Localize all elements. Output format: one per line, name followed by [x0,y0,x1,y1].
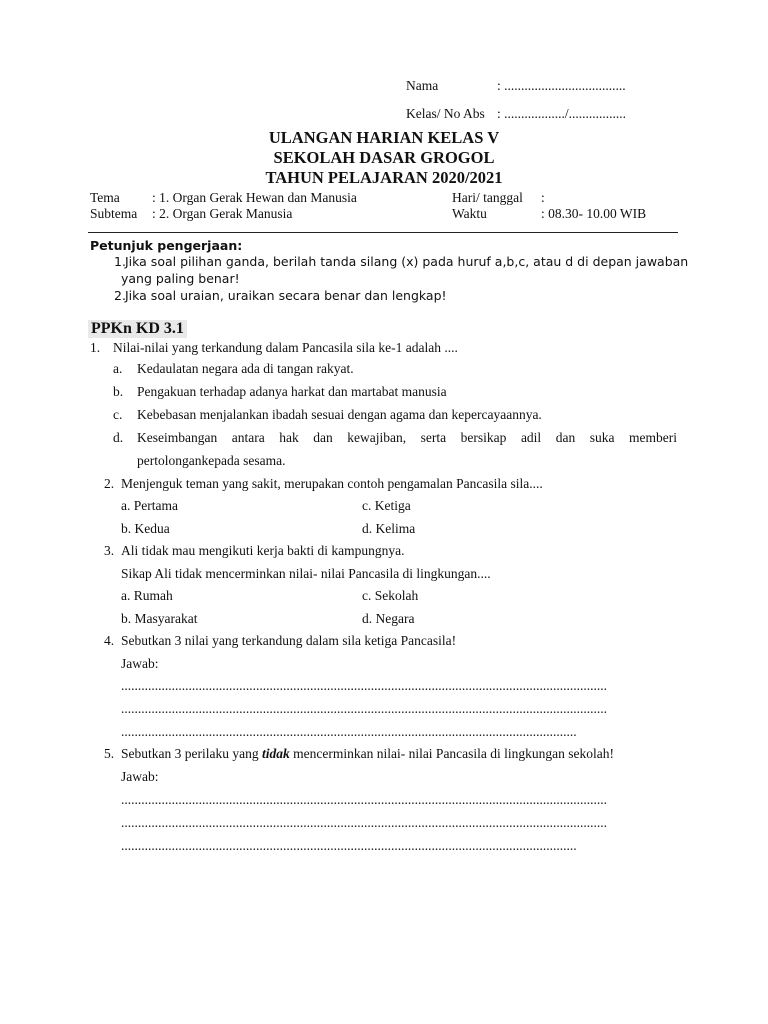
q2-option-a: a. Pertama [121,498,178,513]
q1-option-d-text-continued: pertolongankepada sesama. [137,453,286,468]
q3-text: Ali tidak mau mengikuti kerja bakti di kampungnya. [121,543,405,558]
q2-option-d: d. Kelima [362,521,416,536]
q3-option-c: c. Sekolah [362,588,419,603]
section-heading: PPKn KD 3.1 [88,320,187,338]
q3-option-a: a. Rumah [121,588,173,603]
kelas-label: Kelas/ No Abs [406,106,485,121]
tema-value: : 1. Organ Gerak Hewan dan Manusia [152,190,357,205]
q5-text [121,746,614,762]
q4-number: 4. [104,633,115,648]
q5-text-emphasis: tidak [261,746,290,761]
subtema-label: Subtema [90,206,138,221]
q4-answer-line-3[interactable]: ....................................................................................................................................... [121,724,577,739]
title-line-1: ULANGAN HARIAN KELAS V [268,128,500,147]
tema-label: Tema [90,190,120,205]
q3-text-continued: Sikap Ali tidak mencerminkan nilai- nilai Pancasila di lingkungan.... [121,566,491,581]
q5-answer-line-3[interactable]: ....................................................................................................................................... [121,838,577,853]
q2-text: Menjenguk teman yang sakit, merupakan contoh pengamalan Pancasila sila.... [121,476,543,491]
q2-option-b: b. Kedua [121,521,170,536]
q1-option-b-letter: b. [113,384,124,399]
q1-text: Nilai-nilai yang terkandung dalam Pancasila sila ke-1 adalah .... [113,340,458,355]
q1-option-d-text: Keseimbangan antara hak dan kewajiban, serta bersikap adil dan suka memberi [137,430,677,445]
q3-option-d: d. Negara [362,611,415,626]
hari-value: : [541,190,545,205]
waktu-label: Waktu [452,206,487,221]
q5-answer-line-1[interactable]: ................................................................................................................................................ [121,792,607,807]
q4-answer-line-2[interactable]: ................................................................................................................................................ [121,701,607,716]
q1-option-c-text: Kebebasan menjalankan ibadah sesuai dengan agama dan kepercayaannya. [137,407,542,422]
nama-value: : .................................... [497,78,626,93]
q1-option-c-letter: c. [113,407,123,422]
instruction-1-text: Jika soal pilihan ganda, berilah tanda silang (x) pada huruf a,b,c, atau d di depan jawaban [125,254,689,269]
q1-number: 1. [90,340,101,355]
q1-option-a-letter: a. [113,361,123,376]
instruction-2-text: Jika soal uraian, uraikan secara benar dan lengkap! [125,288,447,303]
q3-option-b: b. Masyarakat [121,611,198,626]
q5-text-end: mencerminkan nilai- nilai Pancasila di lingkungan sekolah! [293,746,615,761]
q4-jawab-label: Jawab: [121,656,159,671]
q4-text: Sebutkan 3 nilai yang terkandung dalam sila ketiga Pancasila! [121,633,457,648]
kelas-value: : ................../................. [497,106,627,121]
q4-answer-line-1[interactable]: ................................................................................................................................................ [121,678,607,693]
waktu-value: : 08.30- 10.00 WIB [541,206,647,221]
title-line-3: TAHUN PELAJARAN 2020/2021 [265,168,503,187]
instructions-heading: Petunjuk pengerjaan: [90,238,243,253]
q1-option-a-text: Kedaulatan negara ada di tangan rakyat. [137,361,354,376]
title-line-2: SEKOLAH DASAR GROGOL [273,148,495,167]
q5-number: 5. [104,746,115,761]
q5-jawab-label: Jawab: [121,769,159,784]
instruction-2-number: 2. [114,288,126,303]
hari-label: Hari/ tanggal [452,190,523,205]
q1-option-b-text: Pengakuan terhadap adanya harkat dan martabat manusia [137,384,447,399]
q5-answer-line-2[interactable]: ................................................................................................................................................ [121,815,607,830]
q2-number: 2. [104,476,115,491]
q2-option-c: c. Ketiga [362,498,411,513]
q3-number: 3. [104,543,115,558]
header-divider [88,232,678,233]
subtema-value: : 2. Organ Gerak Manusia [152,206,293,221]
q5-text-start: Sebutkan 3 perilaku yang [121,746,259,761]
instruction-1-number: 1. [114,254,126,269]
instruction-1-text-continued: yang paling benar! [121,271,240,286]
nama-label: Nama [406,78,439,93]
q1-option-d-letter: d. [113,430,124,445]
